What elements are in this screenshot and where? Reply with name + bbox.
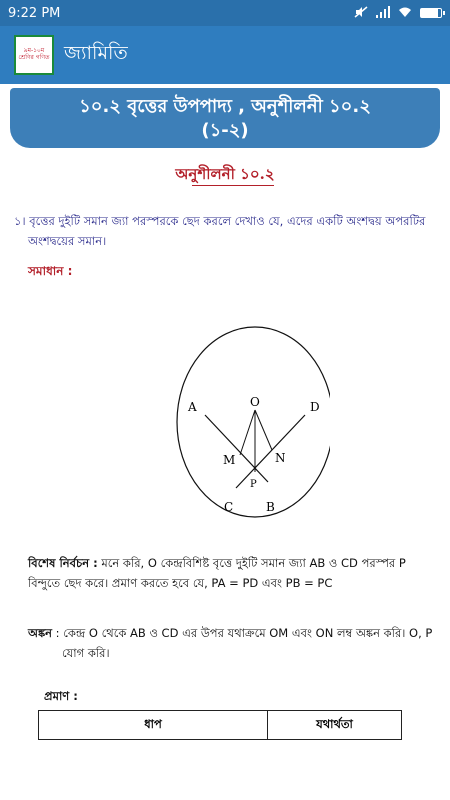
circle-chord-diagram xyxy=(150,310,330,530)
question-line1: ১। বৃত্তের দুইটি সমান জ্যা পরস্পরকে ছেদ করলে দেখাও যে, এদের একটি অংশদ্বয় অপরটির xyxy=(14,214,426,228)
app-bar xyxy=(0,26,450,84)
status-time: 9:22 PM xyxy=(8,5,61,21)
app-logo-text: ৯ম-১০ম শ্রেণির গণিত xyxy=(18,47,50,61)
label-a: A xyxy=(188,400,197,414)
chapter-header xyxy=(10,88,440,148)
signal-icon xyxy=(376,6,390,21)
chord-a-b xyxy=(205,415,268,482)
mute-icon xyxy=(354,6,368,21)
special-statement xyxy=(28,553,438,593)
special-statement-line2: বিন্দুতে ছেদ করে। প্রমাণ করতে হবে যে, PA = PD এবং PB = PC xyxy=(28,576,333,590)
wifi-icon xyxy=(398,6,412,21)
app-logo xyxy=(14,35,54,75)
exercise-title-underline xyxy=(192,185,274,186)
label-m: M xyxy=(223,453,236,467)
proof-label: প্রমাণ : xyxy=(44,689,78,703)
content-image xyxy=(0,155,450,800)
label-c: C xyxy=(224,500,234,514)
label-d: D xyxy=(310,400,320,414)
chapter-title-line1: ১০.২ বৃত্তের উপপাদ্য , অনুশীলনী ১০.২ xyxy=(79,96,371,117)
bottom-bar xyxy=(0,785,450,800)
label-p: P xyxy=(250,479,257,490)
solution-label: সমাধান : xyxy=(28,264,73,278)
question-1 xyxy=(14,211,434,251)
proof-table xyxy=(38,710,402,740)
battery-icon xyxy=(420,8,442,18)
label-n: N xyxy=(275,451,286,465)
construction-line2: যোগ করি। xyxy=(62,646,110,660)
exercise-title: অনুশীলনী ১০.২ xyxy=(175,165,275,183)
chapter-title-line2: (১-২) xyxy=(201,120,249,141)
proof-col-reason: যথার্থতা xyxy=(316,716,353,731)
proof-col-steps: ধাপ xyxy=(39,711,268,739)
special-statement-label: বিশেষ নির্বচন : xyxy=(28,556,98,570)
construction-statement xyxy=(28,623,438,663)
construction-text1: : কেন্দ্র O থেকে AB ও CD এর উপর যথাক্রমে OM এবং ON লম্ব অঙ্কন করি। O, P xyxy=(52,626,433,640)
question-line2: অংশদ্বয়ের সমান। xyxy=(28,234,107,248)
construction-label: অঙ্কন xyxy=(28,626,53,640)
segment-on xyxy=(255,410,272,450)
label-b: B xyxy=(266,500,275,514)
status-icons xyxy=(354,6,442,21)
label-o: O xyxy=(250,395,260,409)
special-statement-line1 xyxy=(28,553,438,573)
battery-fill xyxy=(421,9,438,17)
app-title: জ্যামিতি xyxy=(64,42,128,64)
segment-om xyxy=(240,410,255,455)
chord-d-c xyxy=(236,415,305,488)
special-statement-text1: মনে করি, O কেন্দ্রবিশিষ্ট বৃত্তে দুইটি সমান জ্যা AB ও CD পরস্পর P xyxy=(97,556,406,570)
status-bar xyxy=(0,0,450,26)
construction-line1 xyxy=(28,623,438,643)
